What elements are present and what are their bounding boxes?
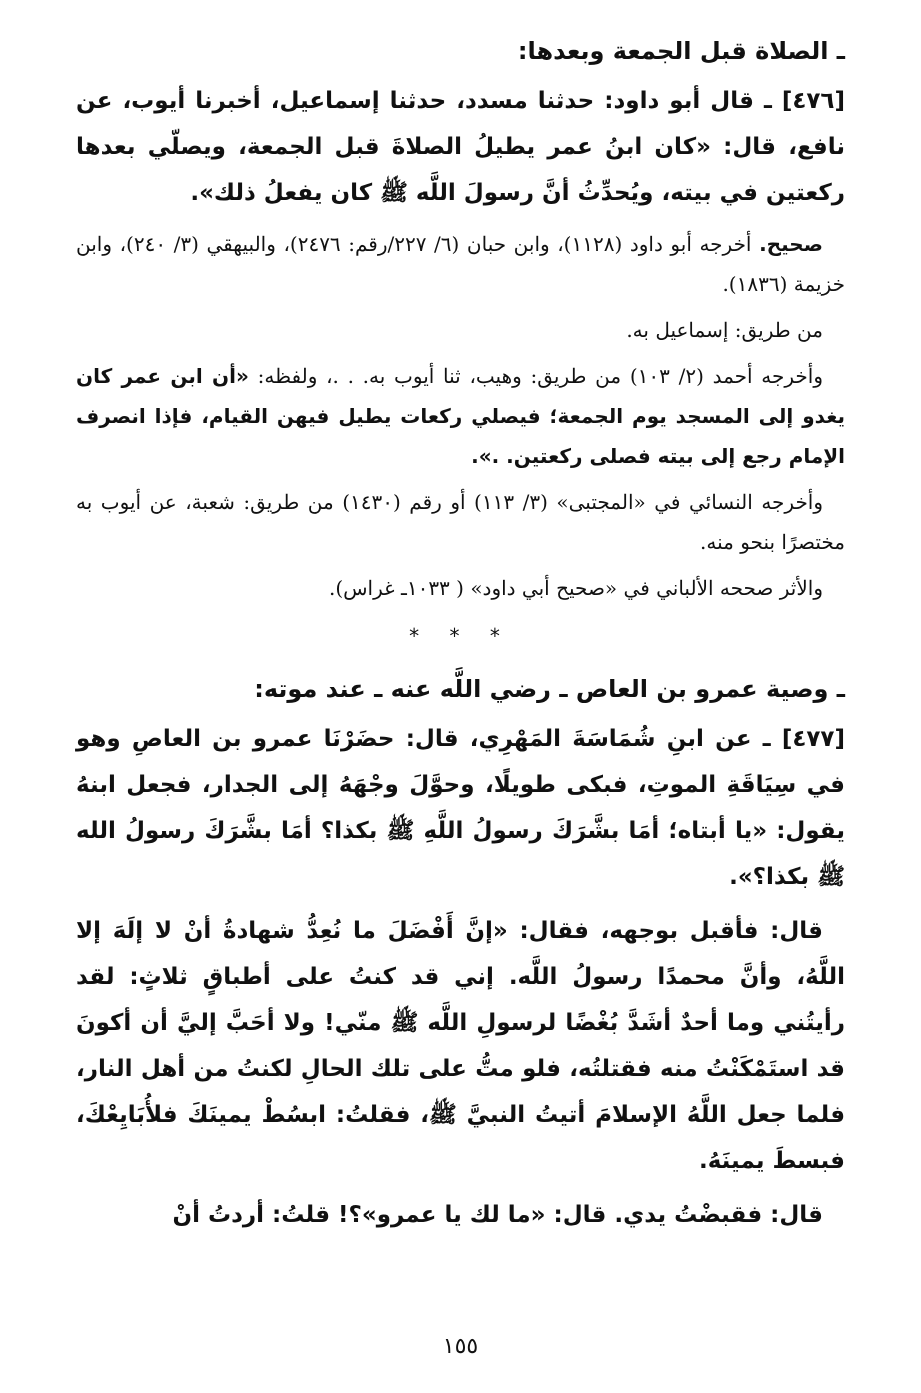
takhrij-paragraph-3 [76,356,845,476]
narrative-paragraph-1: قال: فأقبل بوجهه، فقال: «إنَّ أَفْضَلَ ما نُعِدُّ شهادةُ أنْ لا إلَهَ إلا اللَّهُ، وأنَّ محمدًا رسولُ اللَّه. إني قد كنتُ على أطباقٍ ثلاثٍ: لقد رأيتُني وما أحدٌ أشَدَّ بُغْضًا لرسولِ اللَّه ﷺ منّي! ولا أحَبَّ إليَّ أن أكونَ قد استَمْكَنْتُ منه فقتلتُه، فلو متُّ على تلك الحالِ لكنتُ من أهل النار، فلما جعل اللَّهُ الإسلامَ أتيتُ النبيَّ ﷺ، فقلتُ: ابسُطْ يمينَكَ فلأُبَايِعْكَ، فبسطَ يمينَهُ. [76,918,845,1174]
hadith-476-chain: [٤٧٦] ـ قال أبو داود: حدثنا مسدد، حدثنا إسماعيل، أخبرنا أيوب، عن نافع، [76,88,845,160]
hadith-476-text: قال: «كان ابنُ عمر يطيلُ الصلاةَ قبل الجمعة، ويصلّي بعدها ركعتين في بيته، ويُحدِّثُ أنَّ رسولَ اللَّه ﷺ كان يفعلُ ذلك». [76,134,845,206]
takhrij-paragraph-5: والأثر صححه الألباني في «صحيح أبي داود» ( ١٠٣٣ـ غراس). [328,576,823,600]
hadith-477: [٤٧٧] ـ عن ابنِ شُمَاسَةَ المَهْرِي، قال: حضَرْنَا عمرو بن العاصِ وهو في سِيَاقَةِ الموتِ، فبكى طويلًا، وحوَّلَ وجْهَهُ إلى الجدار، فجعل ابنهُ يقول: «يا أبتاه؛ أمَا بشَّرَكَ رسولُ اللَّهِ ﷺ بكذا؟ أمَا بشَّرَكَ رسولُ الله ﷺ بكذا؟». [76,726,845,890]
page-number: ١٥٥ [442,1334,479,1359]
hadith-476 [76,78,845,216]
section-separator: * * * [409,624,512,648]
takhrij-paragraph-1 [76,224,845,304]
takhrij-ahmad-intro: وأخرجه أحمد (٢/ ١٠٣) من طريق: وهيب، ثنا أيوب به. . .، ولفظه: [248,364,823,388]
takhrij-paragraph-2: من طريق: إسماعيل به. [626,318,823,342]
narrative-paragraph-2: قال: فقبضْتُ يدي. قال: «ما لك يا عمرو»؟! قلتُ: أردتُ أنْ [172,1202,823,1228]
section-heading-prayer-friday: ـ الصلاة قبل الجمعة وبعدها: [517,37,845,65]
section-heading-amr-will: ـ وصية عمرو بن العاص ـ رضي اللَّه عنه ـ عند موته: [254,675,845,703]
document-page [76,28,845,1353]
takhrij-paragraph-4: وأخرجه النسائي في «المجتبى» (٣/ ١١٣) أو رقم (١٤٣٠) من طريق: شعبة، عن أيوب به مختصرًا بنحو منه. [76,490,845,554]
hadith-grade: صحيح. [759,232,823,256]
takhrij-sources-1: أخرجه أبو داود (١١٢٨)، وابن حبان (٦/ ٢٢٧/رقم: ٢٤٧٦)، والبيهقي (٣/ ٢٤٠)، وابن خزيمة (١٨٣٦). [76,232,845,296]
takhrij-ahmad-quote: «أن ابن عمر كان يغدو إلى المسجد يوم الجمعة؛ فيصلي ركعات يطيل فيهن القيام، فإذا انصرف الإمام رجع إلى بيته فصلى ركعتين. .». [76,364,845,468]
